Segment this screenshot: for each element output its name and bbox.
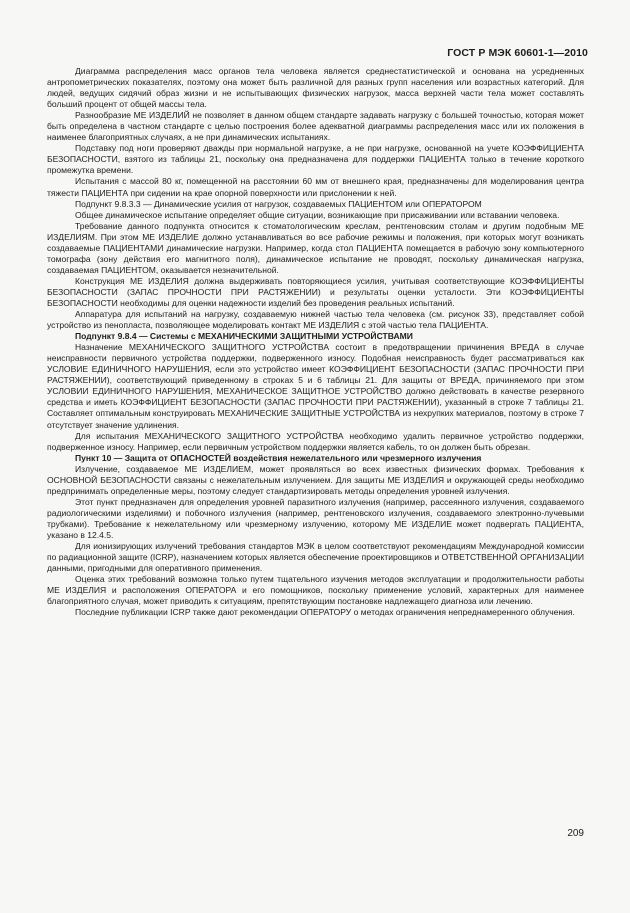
- body-paragraph: Аппаратура для испытаний на нагрузку, создаваемую нижней частью тела человека (см. рисунок 33), представляет собой устройство из пенопласта, позволяющее моделировать контакт МЕ ИЗДЕЛИЯ с этой частью тела ПАЦИЕНТА.: [47, 309, 584, 331]
- body-paragraph: Испытания с массой 80 кг, помещенной на расстоянии 60 мм от внешнего края, предназначены для моделирования центра тяжести ПАЦИЕНТА при сидении на крае опорной поверхности или прислонении к ней.: [47, 176, 584, 198]
- body-paragraph: Последние публикации ICRP также дают рекомендации ОПЕРАТОРУ о методах ограничения непреднамеренного облучения.: [75, 607, 575, 618]
- body-paragraph: Разнообразие МЕ ИЗДЕЛИЙ не позволяет в данном общем стандарте задавать нагрузку с большей точностью, которая может быть определена в частном стандарте с целью построения более адекватной диаграммы распределения масс или их положения в наименее благоприятных случаях, а не при динамических испытаниях.: [47, 110, 584, 143]
- body-paragraph: Подпункт 9.8.3.3 — Динамические усилия от нагрузок, создаваемых ПАЦИЕНТОМ или ОПЕРАТОРОМ: [75, 198, 482, 209]
- section-heading: Подпункт 9.8.4 — Системы с МЕХАНИЧЕСКИМИ ЗАЩИТНЫМИ УСТРОЙСТВАМИ: [75, 331, 413, 342]
- body-paragraph: Оценка этих требований возможна только путем тщательного изучения методов эксплуатации и продолжительности работы МЕ ИЗДЕЛИЯ и расположения ОПЕРАТОРА и его помощников, поскольку применение условий, характерных для наименее благоприятного случая, может приводить к ситуациям, препятствующим постановке надлежащего диагноза или лечению.: [47, 574, 584, 607]
- body-paragraph: Диаграмма распределения масс органов тела человека является среднестатистической и основана на усредненных антропометрических показателях, поэтому она может быть различной для разных групп населения или возрастных категорий. Для людей, ведущих сидячий образ жизни и не испытывающих физических нагрузок, масса верхней части тела может составлять больший процент от общей массы тела.: [47, 66, 584, 110]
- section-heading: Пункт 10 — Защита от ОПАСНОСТЕЙ воздействия нежелательного или чрезмерного излучения: [75, 452, 482, 463]
- body-paragraph: Общее динамическое испытание определяет общие ситуации, возникающие при присаживании или вставании человека.: [75, 209, 560, 220]
- body-paragraph: Для ионизирующих излучений требования стандартов МЭК в целом соответствуют рекомендациям Международной комиссии по радиационной защите (ICRP), назначением которых является обеспечение проектировщиков и ОТВЕТСТВЕННОЙ ОРГАНИЗАЦИИ данными, пригодными для оперативного применения.: [47, 541, 584, 574]
- page-number: 209: [567, 828, 584, 839]
- body-paragraph: Подставку под ноги проверяют дважды при нормальной нагрузке, а не при нагрузке, основанной на учете КОЭФФИЦИЕНТА БЕЗОПАСНОСТИ, взятого из таблицы 21, поскольку она предназначена для поддержки ПАЦИЕНТА только в течение короткого промежутка времени.: [47, 143, 584, 176]
- body-paragraph: Для испытания МЕХАНИЧЕСКОГО ЗАЩИТНОГО УСТРОЙСТВА необходимо удалить первичное устройство поддержки, подверженное износу. Например, если первичным устройством поддержки является кабель, то он должен быть обрезан.: [47, 430, 584, 452]
- document-standard-header: ГОСТ Р МЭК 60601-1—2010: [447, 47, 588, 59]
- body-paragraph: Этот пункт предназначен для определения уровней паразитного излучения (например, рассеянного излучения, создаваемого радиологическими изделиями) и побочного излучения (например, рентгеновского излучения, создаваемого электронно-лучевыми трубками). Требование к нежелательному или чрезмерному излучению, которому МЕ ИЗДЕЛИЕ может подвергать ПАЦИЕНТА, указано в 12.4.5.: [47, 496, 584, 540]
- body-paragraph: Конструкция МЕ ИЗДЕЛИЯ должна выдерживать повторяющиеся усилия, учитывая соответствующие КОЭФФИЦИЕНТЫ БЕЗОПАСНОСТИ (ЗАПАС ПРОЧНОСТИ ПРИ РАСТЯЖЕНИИ) и результаты оценки усталости. Эти КОЭФФИЦИЕНТЫ БЕЗОПАСНОСТИ необходимы для оценки надежности изделий без проведения реальных испытаний.: [47, 275, 584, 308]
- body-paragraph: Требование данного подпункта относится к стоматологическим креслам, рентгеновским столам и другим подобным МЕ ИЗДЕЛИЯМ. При этом МЕ ИЗДЕЛИЕ должно устанавливаться во все рабочие режимы и положения, при которых могут возникать создаваемые ПАЦИЕНТАМИ динамические нагрузки. Например, когда стол ПАЦИЕНТА помещается в рабочую зону компьютерного томографа (зону действия его магнитного поля), динамическое испытание не проводят, поскольку динамическая нагрузка, создаваемая ПАЦИЕНТОМ, оказывается незначительной.: [47, 220, 584, 275]
- body-paragraph: Излучение, создаваемое МЕ ИЗДЕЛИЕМ, может проявляться во всех известных физических формах. Требования к ОСНОВНОЙ БЕЗОПАСНОСТИ связаны с нежелательным излучением. Для защиты МЕ ИЗДЕЛИЯ и окружающей среды необходимо предпринимать определенные меры, поэтому следует стандартизировать методы определения уровней излучения.: [47, 463, 584, 496]
- body-paragraph: Назначение МЕХАНИЧЕСКОГО ЗАЩИТНОГО УСТРОЙСТВА состоит в предотвращении причинения ВРЕДА в случае неисправности первичного устройства поддержки, подверженного износу. Подобная неисправность будет рассматриваться как УСЛОВИЕ ЕДИНИЧНОГО НАРУШЕНИЯ, если это устройство имеет КОЭФФИЦИЕНТ БЕЗОПАСНОСТИ (ЗАПАС ПРОЧНОСТИ ПРИ РАСТЯЖЕНИИ), соответствующий приведенному в строках 5 и 6 таблицы 21. Для защиты от ВРЕДА, причиняемого при этом УСЛОВИИ ЕДИНИЧНОГО НАРУШЕНИЯ, МЕХАНИЧЕСКОЕ ЗАЩИТНОЕ УСТРОЙСТВО должно действовать в качестве резервного средства и иметь КОЭФФИЦИЕНТ БЕЗОПАСНОСТИ (ЗАПАС ПРОЧНОСТИ ПРИ РАСТЯЖЕНИИ), указанный в строке 7 таблицы 21. Составляет оптимальным конструировать МЕХАНИЧЕСКИЕ ЗАЩИТНЫЕ УСТРОЙСТВА из нехрупких материалов, поэтому в строке 7 отсутствует значение удлинения.: [47, 342, 584, 430]
- document-body: [47, 66, 584, 618]
